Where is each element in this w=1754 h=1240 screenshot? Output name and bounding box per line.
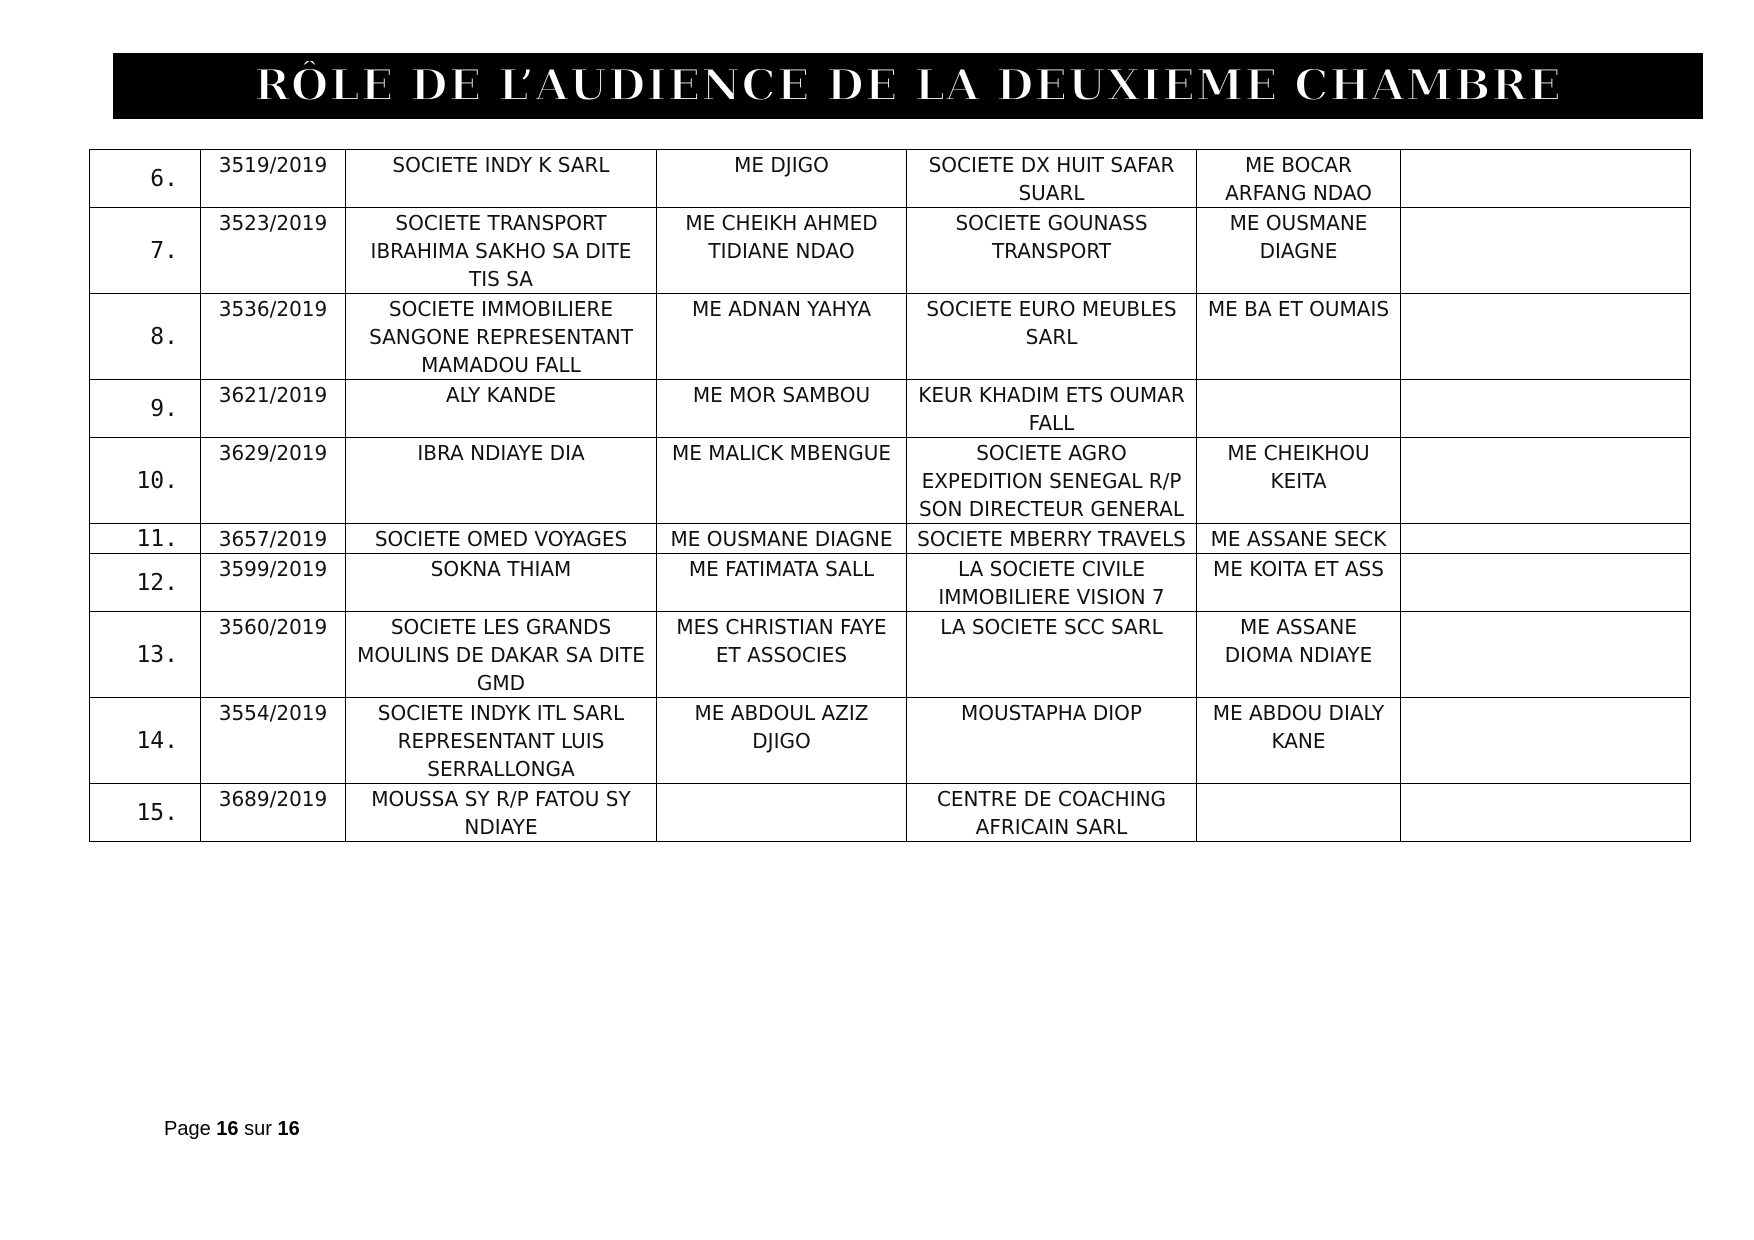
observation xyxy=(1401,150,1691,208)
case-number: 3599/2019 xyxy=(201,554,346,612)
defendant: LA SOCIETE CIVILE IMMOBILIERE VISION 7 xyxy=(907,554,1197,612)
plaintiff-lawyer: ME ADNAN YAHYA xyxy=(657,294,907,380)
title-banner xyxy=(113,53,1703,119)
case-number: 3536/2019 xyxy=(201,294,346,380)
plaintiff-lawyer: ME MOR SAMBOU xyxy=(657,380,907,438)
page-footer xyxy=(164,1118,300,1141)
defendant-lawyer: ME OUSMANE DIAGNE xyxy=(1197,208,1401,294)
observation xyxy=(1401,438,1691,524)
table-row xyxy=(90,554,1691,612)
table-row xyxy=(90,380,1691,438)
row-number: 15. xyxy=(90,784,201,842)
plaintiff-lawyer: MES CHRISTIAN FAYE ET ASSOCIES xyxy=(657,612,907,698)
defendant-lawyer: ME KOITA ET ASS xyxy=(1197,554,1401,612)
observation xyxy=(1401,208,1691,294)
page-label: Page xyxy=(164,1118,211,1140)
plaintiff: SOCIETE IMMOBILIERE SANGONE REPRESENTANT MAMADOU FALL xyxy=(346,294,657,380)
observation xyxy=(1401,554,1691,612)
table-row xyxy=(90,784,1691,842)
case-number: 3523/2019 xyxy=(201,208,346,294)
row-number: 9. xyxy=(90,380,201,438)
table-row xyxy=(90,294,1691,380)
page-separator: sur xyxy=(244,1118,272,1140)
plaintiff: SOCIETE OMED VOYAGES xyxy=(346,524,657,554)
defendant: MOUSTAPHA DIOP xyxy=(907,698,1197,784)
defendant-lawyer: ME BA ET OUMAIS xyxy=(1197,294,1401,380)
plaintiff-lawyer: ME FATIMATA SALL xyxy=(657,554,907,612)
plaintiff: IBRA NDIAYE DIA xyxy=(346,438,657,524)
table-row xyxy=(90,612,1691,698)
defendant-lawyer xyxy=(1197,380,1401,438)
defendant-lawyer: ME ABDOU DIALY KANE xyxy=(1197,698,1401,784)
plaintiff: SOCIETE INDY K SARL xyxy=(346,150,657,208)
plaintiff: SOCIETE TRANSPORT IBRAHIMA SAKHO SA DITE TIS SA xyxy=(346,208,657,294)
defendant-lawyer: ME ASSANE SECK xyxy=(1197,524,1401,554)
case-number: 3689/2019 xyxy=(201,784,346,842)
plaintiff-lawyer: ME ABDOUL AZIZ DJIGO xyxy=(657,698,907,784)
table-row xyxy=(90,438,1691,524)
row-number: 6. xyxy=(90,150,201,208)
plaintiff-lawyer: ME MALICK MBENGUE xyxy=(657,438,907,524)
plaintiff-lawyer xyxy=(657,784,907,842)
case-number: 3519/2019 xyxy=(201,150,346,208)
observation xyxy=(1401,784,1691,842)
defendant-lawyer: ME CHEIKHOU KEITA xyxy=(1197,438,1401,524)
observation xyxy=(1401,698,1691,784)
defendant: SOCIETE EURO MEUBLES SARL xyxy=(907,294,1197,380)
defendant: KEUR KHADIM ETS OUMAR FALL xyxy=(907,380,1197,438)
plaintiff: SOKNA THIAM xyxy=(346,554,657,612)
row-number: 14. xyxy=(90,698,201,784)
defendant: SOCIETE GOUNASS TRANSPORT xyxy=(907,208,1197,294)
plaintiff-lawyer: ME CHEIKH AHMED TIDIANE NDAO xyxy=(657,208,907,294)
table-row xyxy=(90,208,1691,294)
plaintiff: SOCIETE INDYK ITL SARL REPRESENTANT LUIS SERRALLONGA xyxy=(346,698,657,784)
table-row xyxy=(90,150,1691,208)
observation xyxy=(1401,612,1691,698)
row-number: 10. xyxy=(90,438,201,524)
defendant: CENTRE DE COACHING AFRICAIN SARL xyxy=(907,784,1197,842)
total-page-count: 16 xyxy=(277,1118,300,1140)
case-number: 3657/2019 xyxy=(201,524,346,554)
defendant-lawyer xyxy=(1197,784,1401,842)
plaintiff-lawyer: ME DJIGO xyxy=(657,150,907,208)
table-row xyxy=(90,698,1691,784)
row-number: 8. xyxy=(90,294,201,380)
plaintiff-lawyer: ME OUSMANE DIAGNE xyxy=(657,524,907,554)
defendant: SOCIETE MBERRY TRAVELS xyxy=(907,524,1197,554)
plaintiff: ALY KANDE xyxy=(346,380,657,438)
defendant: SOCIETE DX HUIT SAFAR SUARL xyxy=(907,150,1197,208)
row-number: 7. xyxy=(90,208,201,294)
defendant-lawyer: ME ASSANE DIOMA NDIAYE xyxy=(1197,612,1401,698)
hearing-roll-table xyxy=(89,149,1691,842)
plaintiff: SOCIETE LES GRANDS MOULINS DE DAKAR SA DITE GMD xyxy=(346,612,657,698)
case-number: 3629/2019 xyxy=(201,438,346,524)
case-number: 3621/2019 xyxy=(201,380,346,438)
observation xyxy=(1401,380,1691,438)
table-row xyxy=(90,524,1691,554)
defendant: LA SOCIETE SCC SARL xyxy=(907,612,1197,698)
row-number: 11. xyxy=(90,524,201,554)
defendant: SOCIETE AGRO EXPEDITION SENEGAL R/P SON DIRECTEUR GENERAL xyxy=(907,438,1197,524)
plaintiff: MOUSSA SY R/P FATOU SY NDIAYE xyxy=(346,784,657,842)
observation xyxy=(1401,524,1691,554)
observation xyxy=(1401,294,1691,380)
page-title: RÔLE DE L’AUDIENCE DE LA DEUXIEME CHAMBRE xyxy=(254,61,1562,111)
case-number: 3560/2019 xyxy=(201,612,346,698)
current-page-number: 16 xyxy=(216,1118,239,1140)
row-number: 13. xyxy=(90,612,201,698)
defendant-lawyer: ME BOCAR ARFANG NDAO xyxy=(1197,150,1401,208)
row-number: 12. xyxy=(90,554,201,612)
case-number: 3554/2019 xyxy=(201,698,346,784)
